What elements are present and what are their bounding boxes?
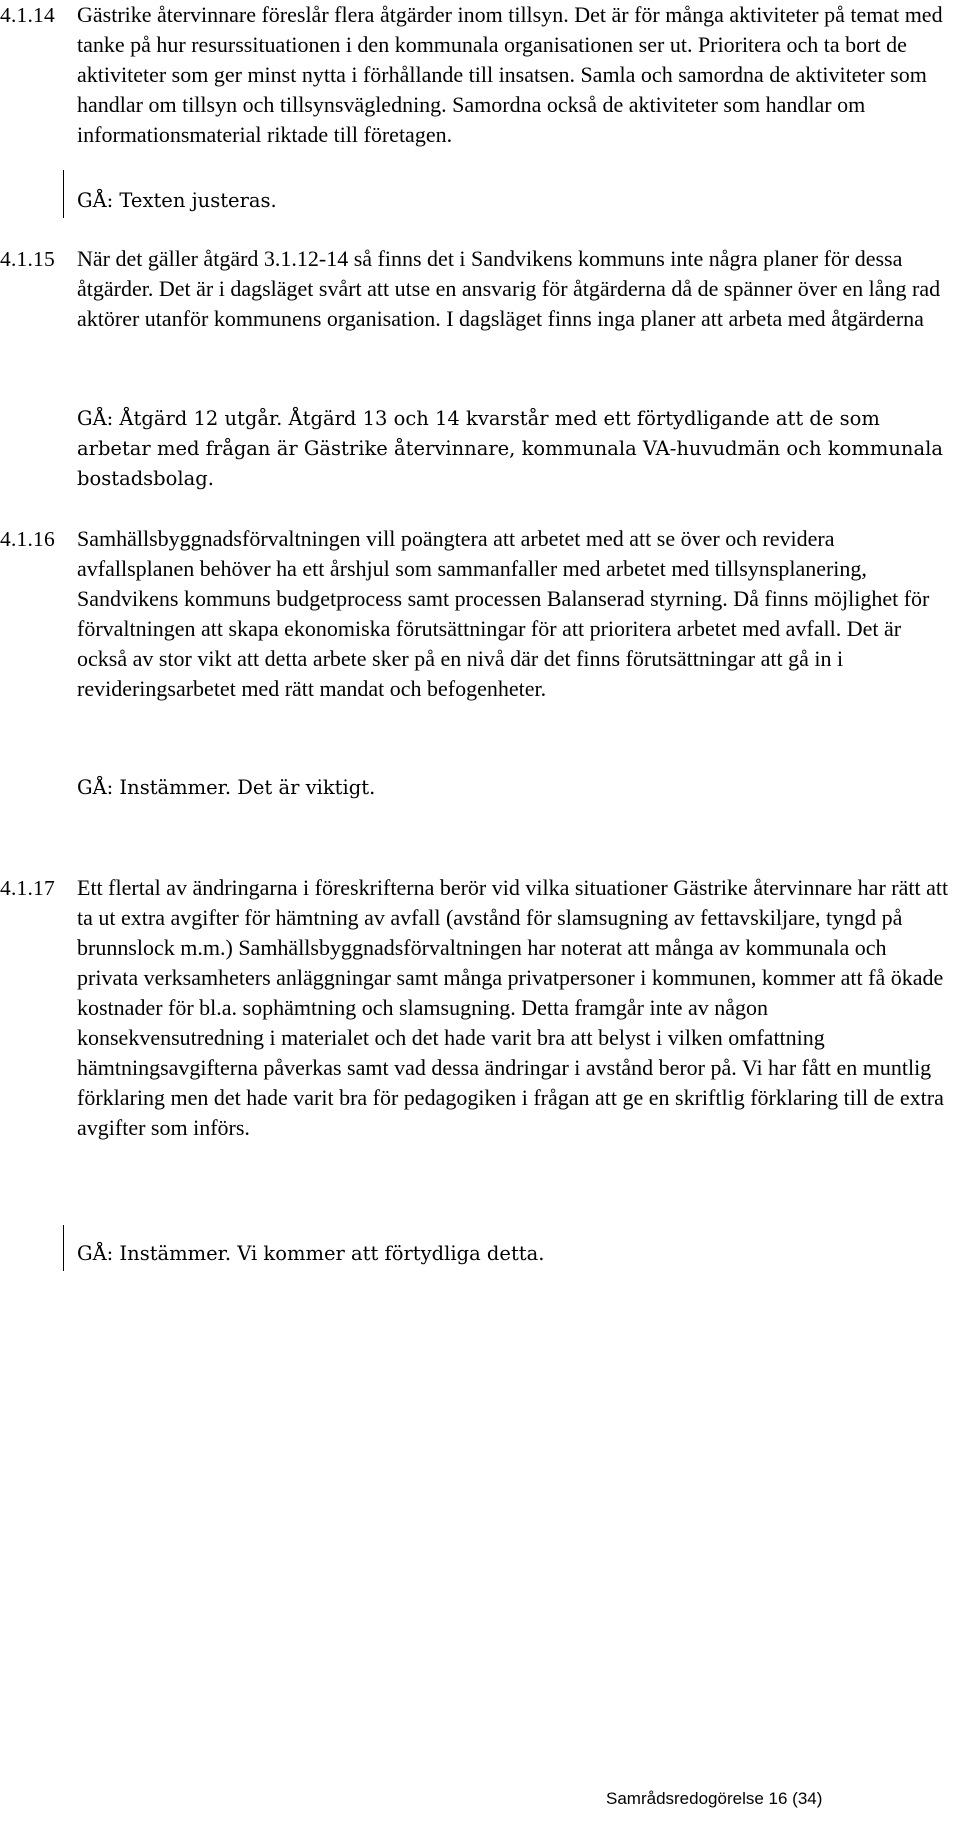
section-number: 4.1.17 (0, 876, 55, 900)
page-footer: Samrådsredogörelse 16 (34) (606, 1789, 823, 1808)
section-text: Samhällsbyggnadsförvaltningen vill poängtera att arbetet med att se över och revidera avfallsplanen behöver ha ett årshjul som sammanfaller med arbetet med tillsynsplanering, Sandvikens kommuns budgetprocess samt processen Balanserad styrning. Då finns möjlighet för förvaltningen att skapa ekonomiska förutsättningar för att prioritera arbetet med avfall. Det är också av stor vikt att detta arbete sker på en nivå där det finns förutsättningar att gå in i revideringsarbetet med rätt mandat och befogenheter. (77, 526, 930, 701)
section-number: 4.1.14 (0, 3, 55, 27)
response-text: GÅ: Åtgärd 12 utgår. Åtgärd 13 och 14 kvarstår med ett förtydligande att de som arbetar med frågan är Gästrike återvinnare, kommunala VA-huvudmän och kommunala bostadsbolag. (77, 407, 943, 490)
response-text: GÅ: Instämmer. Vi kommer att förtydliga detta. (77, 1242, 545, 1265)
response-text: GÅ: Instämmer. Det är viktigt. (77, 776, 376, 799)
section-number: 4.1.15 (0, 247, 55, 271)
response-text: GÅ: Texten justeras. (77, 189, 277, 212)
change-bar (63, 170, 64, 218)
section-text: Ett flertal av ändringarna i föreskrifterna berör vid vilka situationer Gästrike återvinnare har rätt att ta ut extra avgifter för hämtning av avfall (avstånd för slamsugning av fettavskiljare, tyngd på brunnslock m.m.) Samhällsbyggnadsförvaltningen har noterat att många av kommunala och privata verksamheters anläggningar samt många privatpersoner i kommunen, kommer att få ökade kostnader för bl.a. sophämtning och slamsugning. Detta framgår inte av någon konsekvensutredning i materialet och det hade varit bra att belyst i vilken omfattning hämtningsavgifterna påverkas samt vad dessa ändringar i avstånd beror på. Vi har fått en muntlig förklaring men det hade varit bra för pedagogiken i frågan att ge en skriftlig förklaring till de extra avgifter som införs. (77, 875, 949, 1140)
change-bar (63, 1225, 64, 1271)
section-text: När det gäller åtgärd 3.1.12-14 så finns det i Sandvikens kommuns inte några planer för dessa åtgärder. Det är i dagsläget svårt att utse en ansvarig för åtgärderna då de spänner över en lång rad aktörer utanför kommunens organisation. I dagsläget finns inga planer att arbeta med åtgärderna (77, 246, 941, 331)
section-number: 4.1.16 (0, 527, 55, 551)
section-text: Gästrike återvinnare föreslår flera åtgärder inom tillsyn. Det är för många aktiviteter på temat med tanke på hur resurssituationen i den kommunala organisationen ser ut. Prioritera och ta bort de aktiviteter som ger minst nytta i förhållande till insatsen. Samla och samordna de aktiviteter som handlar om tillsyn och tillsynsvägledning. Samordna också de aktiviteter som handlar om informationsmaterial riktade till företagen. (77, 2, 943, 147)
